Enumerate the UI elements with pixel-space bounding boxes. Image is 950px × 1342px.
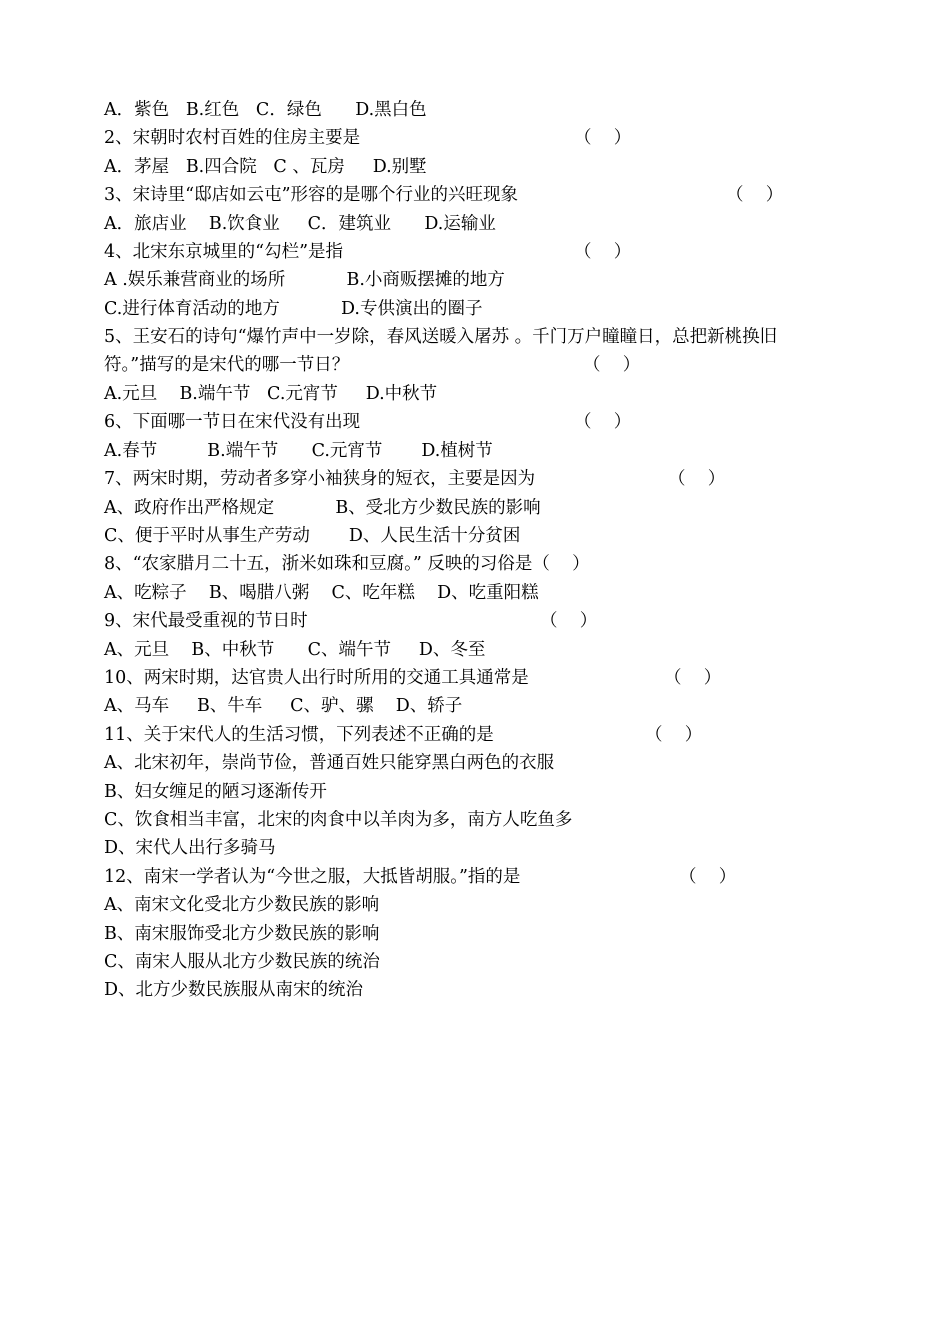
q2-options: A．茅屋 B.四合院 C 、瓦房 D.别墅 xyxy=(104,157,427,177)
q8-options: A、吃粽子 B、喝腊八粥 C、吃年糕 D、吃重阳糕 xyxy=(104,583,539,603)
q8-stem: 8、“农家腊月二十五，浙米如珠和豆腐。” 反映的习俗是（ ） xyxy=(104,554,590,574)
q7-answer-bracket: （ ） xyxy=(668,469,726,489)
q12-stem: 12、南宋一学者认为“今世之服，大抵皆胡服。”指的是 xyxy=(104,867,521,887)
q5-stem-line2: 符。”描写的是宋代的哪一节日？ xyxy=(104,355,350,375)
q9-options: A、元旦 B、中秋节 C、端午节 D、冬至 xyxy=(104,640,486,660)
q7-stem: 7、两宋时期，劳动者多穿小袖狭身的短衣，主要是因为 xyxy=(104,469,536,489)
q10-stem: 10、两宋时期，达官贵人出行时所用的交通工具通常是 xyxy=(104,668,529,688)
q7-options-cd: C、便于平时从事生产劳动 D、人民生活十分贫困 xyxy=(104,526,521,546)
q12-option-b: B、南宋服饰受北方少数民族的影响 xyxy=(104,924,380,944)
q4-options-cd: C.进行体育活动的地方 D.专供演出的圈子 xyxy=(104,299,483,319)
q3-options: A．旅店业 B.饮食业 C．建筑业 D.运输业 xyxy=(104,214,496,234)
q12-option-a: A、南宋文化受北方少数民族的影响 xyxy=(104,895,380,915)
q3-stem: 3、宋诗里“邸店如云屯”形容的是哪个行业的兴旺现象 xyxy=(104,185,519,205)
q11-option-b: B、妇女缠足的陋习逐渐传开 xyxy=(104,782,327,802)
q4-options-ab: A .娱乐兼营商业的场所 B.小商贩摆摊的地方 xyxy=(104,270,505,290)
q5-answer-bracket: （ ） xyxy=(583,355,641,375)
q12-answer-bracket: （ ） xyxy=(679,867,737,887)
q2-stem: 2、宋朝时农村百姓的住房主要是 xyxy=(104,128,361,148)
q6-stem: 6、下面哪一节日在宋代没有出现 xyxy=(104,412,361,432)
q1-options: A．紫色 B.红色 C．绿色 D.黑白色 xyxy=(104,100,427,120)
q4-answer-bracket: （ ） xyxy=(574,242,632,262)
q4-stem: 4、北宋东京城里的“勾栏”是指 xyxy=(104,242,344,262)
q10-options: A、马车 B、牛车 C、驴、骡 D、轿子 xyxy=(104,696,463,716)
q12-option-c: C、南宋人服从北方少数民族的统治 xyxy=(104,952,380,972)
q2-answer-bracket: （ ） xyxy=(574,128,632,148)
q11-answer-bracket: （ ） xyxy=(645,725,703,745)
q11-option-a: A、北宋初年，崇尚节俭，普通百姓只能穿黑白两色的衣服 xyxy=(104,753,555,773)
q3-answer-bracket: （ ） xyxy=(726,185,784,205)
q11-stem: 11、关于宋代人的生活习惯，下列表述不正确的是 xyxy=(104,725,494,745)
q6-answer-bracket: （ ） xyxy=(574,412,632,432)
q10-answer-bracket: （ ） xyxy=(664,668,722,688)
q5-stem-line1: 5、王安石的诗句“爆竹声中一岁除，春风送暖入屠苏 。千门万户瞳瞳日，总把新桃换旧 xyxy=(104,327,778,347)
q12-option-d: D、北方少数民族服从南宋的统治 xyxy=(104,980,364,1000)
q9-answer-bracket: （ ） xyxy=(540,611,598,631)
q5-options: A.元旦 B.端午节 C.元宵节 D.中秋节 xyxy=(104,384,438,404)
q6-options: A.春节 B.端午节 C.元宵节 D.植树节 xyxy=(104,441,493,461)
q9-stem: 9、宋代最受重视的节日时 xyxy=(104,611,308,631)
q11-option-c: C、饮食相当丰富，北宋的肉食中以羊肉为多，南方人吃鱼多 xyxy=(104,810,573,830)
q11-option-d: D、宋代人出行多骑马 xyxy=(104,838,276,858)
q7-options-ab: A、政府作出严格规定 B、受北方少数民族的影响 xyxy=(104,498,541,518)
